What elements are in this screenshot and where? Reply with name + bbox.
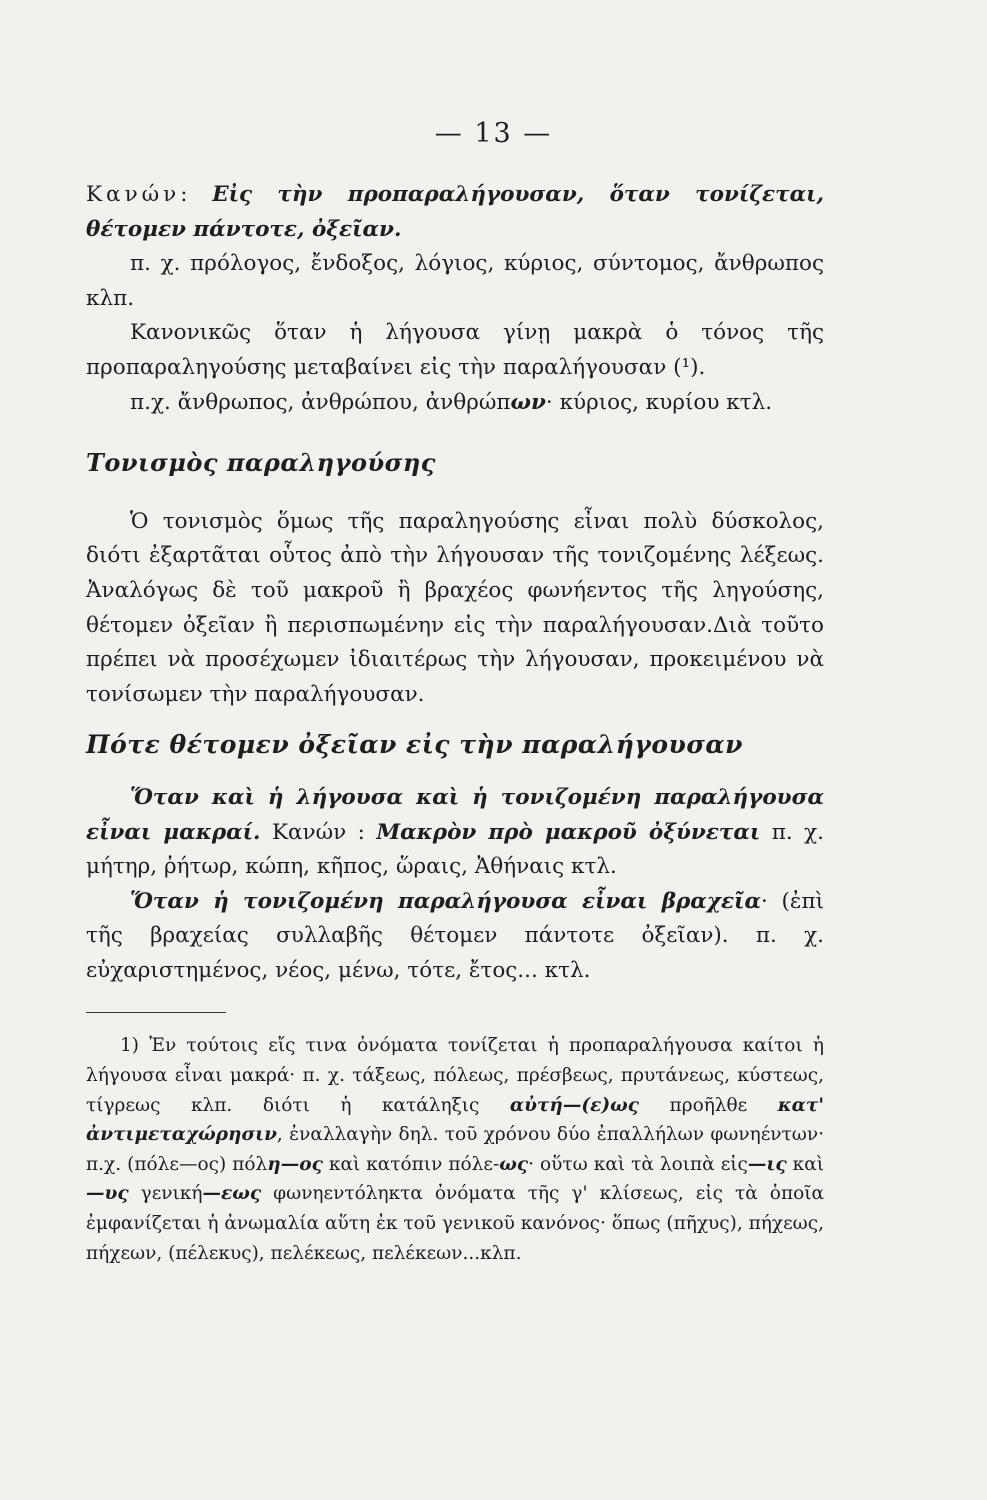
footnote bbox=[86, 1031, 824, 1268]
case-1-examples: π. χ. μήτηρ, ῥήτωρ, κώπη, κῆπος, ὥραις, Ἀθήναις κτλ. bbox=[86, 819, 824, 880]
fn-t6: καὶ bbox=[786, 1153, 824, 1175]
fn-b4: ως bbox=[499, 1153, 529, 1175]
fn-t2: προῆλθε bbox=[639, 1094, 778, 1116]
fn-b5: —ις bbox=[747, 1153, 787, 1175]
fn-t5: · οὕτω καὶ τὰ λοιπὰ εἰς bbox=[528, 1153, 748, 1175]
rule-colon: : bbox=[180, 182, 213, 207]
main-text bbox=[86, 178, 824, 1268]
fn-t1: 1) Ἐν τούτοις εἴς τινα ὀνόματα τονίζεται ἡ προπαραλήγουσα καίτοι ἡ λήγουσα εἶναι μακρά· π. χ. τάξεως, πόλεως, πρέσβεως, πρυτάνεως, κύστεως, τίγρεως κλπ. διότι ἡ κατάληξις bbox=[86, 1035, 824, 1116]
rule-paragraph bbox=[86, 178, 824, 247]
case-2-paragraph bbox=[86, 885, 824, 989]
heading-penult-accent: Τονισμὸς παραληγούσης bbox=[86, 448, 436, 478]
rule-text: Εἰς τὴν προπαραλήγουσαν, ὅταν τονίζεται, θέτομεν πάντοτε, ὀξεῖαν. bbox=[86, 182, 825, 242]
examples-2-bold: ων bbox=[510, 389, 546, 415]
case-2-rest: · (ἐπὶ τῆς βραχείας συλλαβῆς θέτομεν πάντοτε ὀξεῖαν). π. χ. εὐχαριστημένος, νέος, μένω, τότε, ἔτος... κτλ. bbox=[86, 888, 824, 983]
paragraph-accent-shift: Κανονικῶς ὅταν ἡ λήγουσα γίνῃ μακρὰ ὁ τόνος τῆς προπαραληγούσης μεταβαίνει εἰς τὴν παραλήγουσαν (¹). bbox=[86, 320, 824, 380]
heading-when-acute: Πότε θέτομεν ὀξεῖαν εἰς τὴν παραλήγουσαν bbox=[86, 730, 743, 760]
fn-t4: καὶ κατόπιν πόλε- bbox=[322, 1153, 500, 1175]
fn-t7: γενική bbox=[128, 1183, 203, 1205]
examples-paragraph-1: π. χ. πρόλογος, ἔνδοξος, λόγιος, κύριος, σύντομος, ἄνθρωπος κλπ. bbox=[86, 251, 824, 311]
examples-paragraph-2 bbox=[86, 386, 824, 421]
case-1-paragraph bbox=[86, 781, 824, 885]
fn-b3: η—ος bbox=[267, 1153, 323, 1175]
case-1-bold: Ὅταν καὶ ἡ λήγουσα καὶ ἡ τονιζομένη παραλήγουσα εἶναι μακραί. bbox=[86, 784, 824, 845]
rule-label: Κανών bbox=[86, 182, 181, 207]
examples-2-rest: · κύριος, κυρίου κτλ. bbox=[545, 389, 773, 415]
examples-2-text: π.χ. ἄνθρωπος, ἀνθρώπου, ἀνθρώπ bbox=[130, 389, 511, 415]
footnote-divider bbox=[86, 1012, 226, 1013]
fn-b7: —εως bbox=[202, 1183, 262, 1205]
case-1-rule-bold: Μακρὸν πρὸ μακροῦ ὀξύνεται bbox=[376, 819, 761, 845]
case-2-bold: Ὅταν ἡ τονιζομένη παραλήγουσα εἶναι βραχεῖα bbox=[130, 888, 761, 914]
fn-t8: φωνηεντόληκτα ὀνόματα τῆς γ' κλίσεως, εἰς τὰ ὁποῖα ἐμφανίζεται ἡ ἀνωμαλία αὕτη ἐκ τοῦ γενικοῦ κανόνος· ὅπως (πῆχυς), πήχεως, πήχεων, (πέλεκυς), πελέκεως, πελέκεων...κλπ. bbox=[86, 1183, 824, 1264]
case-1-rule-label: Κανών : bbox=[260, 819, 377, 845]
fn-b1: αὐτή—(ε)ως bbox=[509, 1094, 640, 1116]
paragraph-penult: Ὁ τονισμὸς ὅμως τῆς παραληγούσης εἶναι πολὺ δύσκολος, διότι ἐξαρτᾶται οὗτος ἀπὸ τὴν λήγουσαν τῆς τονιζομένης λέξεως. Ἀναλόγως δὲ τοῦ μακροῦ ἢ βραχέος φωνήεντος τῆς ληγούσης, θέτομεν ὀξεῖαν ἢ περισπωμένην εἰς τὴν παραλήγουσαν.Διὰ τοῦτο πρέπει νὰ προσέχωμεν ἰδιαιτέρως τὴν λήγουσαν, προκειμένου νὰ τονίσωμεν τὴν παραλήγουσαν. bbox=[86, 508, 824, 707]
fn-b2: κατ' ἀντιμεταχώρησιν bbox=[86, 1094, 824, 1146]
fn-t3: , ἐναλλαγὴν δηλ. τοῦ χρόνου δύο ἐπαλλήλων φωνηέντων· π.χ. (πόλε—ος) πόλ bbox=[86, 1124, 824, 1175]
page-number: — 13 — bbox=[434, 118, 553, 149]
fn-b6: —υς bbox=[86, 1183, 129, 1205]
